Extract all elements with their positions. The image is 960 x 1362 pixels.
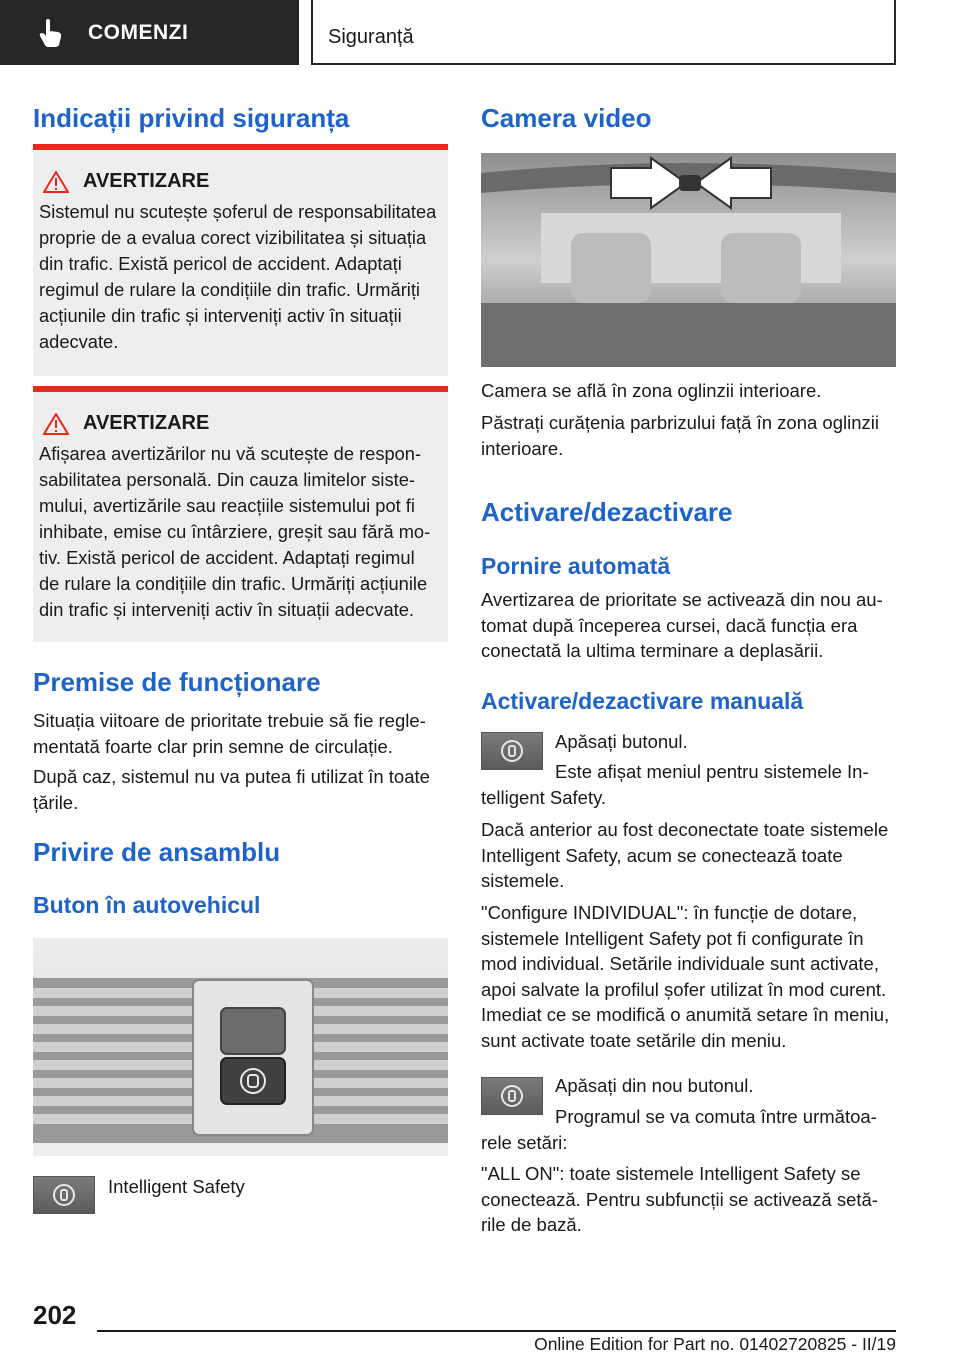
paragraph: Păstrați curățenia parbrizului față în zona oglinzii interioare.: [481, 412, 879, 459]
heading-camera: Camera video: [481, 103, 652, 133]
warning-text: Sistemul nu scutește șoferul de responsabilitatea proprie de a evalua corect vizibilitatea și situația din trafic. Există pericol de accident. Adaptați regimul de rulare la condițiile din trafic. Urmăriți acțiunile din trafic și interveniți activ în situații adecvate.: [39, 201, 437, 352]
step-text: Apăsați din nou butonul.: [555, 1075, 754, 1096]
paragraph: "ALL ON": toate sistemele Intelligent Safety se conectează. Pentru subfuncții se activează setările de bază.: [481, 1163, 878, 1235]
warning-box-1: [33, 144, 448, 376]
paragraph: După caz, sistemul nu va putea fi utilizat în toate țările.: [33, 766, 430, 813]
hand-pointer-icon: [36, 18, 66, 48]
warning-triangle-icon: [43, 413, 69, 435]
paragraph: Dacă anterior au fost deconectate toate sistemele Intelligent Safety, acum se conectează toate sistemele.: [481, 819, 889, 891]
chapter-tab: [311, 0, 896, 65]
page-number: 202: [33, 1300, 77, 1330]
heading-manuala: Activare/dezactivare manuală: [481, 688, 804, 714]
step-text: Apăsați butonul.: [555, 731, 688, 752]
intelligent-safety-button-icon: [33, 1176, 95, 1214]
heading-indicatii: Indicații privind siguranța: [33, 103, 350, 133]
heading-premise: Premise de funcționare: [33, 667, 321, 697]
warning-title: AVERTIZARE: [39, 412, 440, 435]
footer-divider: [97, 1330, 896, 1332]
button-caption: Intelligent Safety: [108, 1176, 245, 1197]
paragraph: "Configure INDIVIDUAL": în funcție de dotare, sistemele Intelligent Safety pot fi configurate în mod individual. Setările individuale sunt activate, apoi salvate la profilul șofer utilizat în mod curent. Imediat ce se modifică o anumită setare în meniu, sunt activate toate setările din meniu.: [481, 902, 890, 1051]
heading-activare: Activare/dezactivare: [481, 497, 733, 527]
dashboard-button-photo: [33, 938, 448, 1156]
warning-box-2: [33, 386, 448, 642]
paragraph: Camera se află în zona oglinzii interioare.: [481, 380, 822, 401]
warning-triangle-icon: [43, 171, 69, 193]
heading-privire: Privire de ansamblu: [33, 837, 281, 867]
heading-buton: Buton în autovehicul: [33, 892, 261, 918]
camera-photo: [481, 153, 896, 367]
section-label: COMENZI: [88, 20, 189, 44]
paragraph: Avertizarea de prioritate se activează din nou automat după începerea cursei, dacă funcția era conectată la ultima terminare a deplasării.: [481, 589, 883, 661]
chapter-label: Siguranță: [328, 26, 414, 48]
heading-pornire: Pornire automată: [481, 553, 671, 579]
warning-text: Afișarea avertizărilor nu vă scutește de responsabilitatea personală. Din cauza limitelor sistemului, avertizările sau reacțiile sistemului pot fi inhibate, emise cu întârziere, greșit sau fără motiv. Există pericol de accident. Adaptați regimul de rulare la condițiile din trafic. Urmăriți acțiunile din trafic și interveniți activ în situații adecvate.: [39, 443, 431, 620]
step-text: Este afișat meniul pentru sistemele Intelligent Safety.: [481, 761, 869, 808]
warning-title: AVERTIZARE: [39, 170, 440, 193]
step-text: Programul se va comuta între următoarele setări:: [481, 1106, 877, 1153]
section-tab: [0, 0, 299, 65]
paragraph: Situația viitoare de prioritate trebuie să fie reglementată foarte clar prin semne de circulație.: [33, 710, 426, 757]
edition-label: Online Edition for Part no. 01402720825 - II/19: [534, 1334, 896, 1354]
